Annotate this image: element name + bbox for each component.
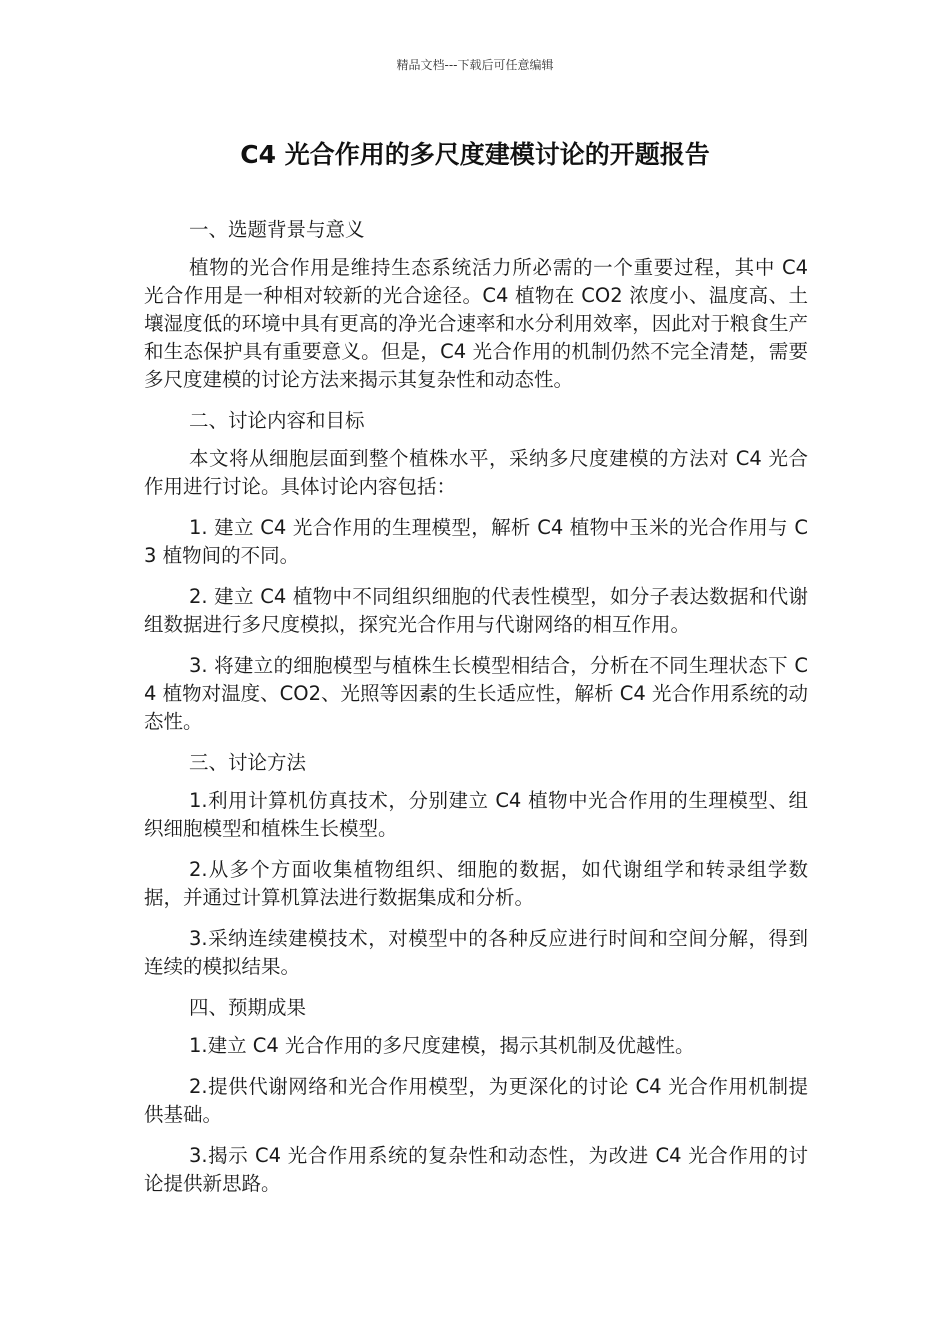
- paragraph: 本文将从细胞层面到整个植株水平，采纳多尺度建模的方法对 C4 光合作用进行讨论。具体讨论内容包括：: [144, 447, 808, 498]
- list-item: 1.建立 C4 光合作用的多尺度建模，揭示其机制及优越性。: [189, 1034, 695, 1057]
- list-item: 3.采纳连续建模技术，对模型中的各种反应进行时间和空间分解，得到连续的模拟结果。: [144, 927, 808, 978]
- section-heading: 二、讨论内容和目标: [189, 409, 365, 432]
- page-title: C4 光合作用的多尺度建模讨论的开题报告: [240, 140, 710, 169]
- header-note: 精品文档---下载后可任意编辑: [396, 58, 554, 72]
- list-item: 2.提供代谢网络和光合作用模型，为更深化的讨论 C4 光合作用机制提供基础。: [144, 1075, 808, 1126]
- section-heading: 四、预期成果: [189, 996, 307, 1019]
- list-item: 2. 建立 C4 植物中不同组织细胞的代表性模型，如分子表达数据和代谢组数据进行多尺度模拟，探究光合作用与代谢网络的相互作用。: [144, 585, 808, 636]
- document-body: [144, 216, 808, 1211]
- paragraph: 植物的光合作用是维持生态系统活力所必需的一个重要过程，其中 C4 光合作用是一种相对较新的光合途径。C4 植物在 CO2 浓度小、温度高、土壤湿度低的环境中具有更高的净光合速率和水分利用效率，因此对于粮食生产和生态保护具有重要意义。但是，C4 光合作用的机制仍然不完全清楚，需要多尺度建模的讨论方法来揭示其复杂性和动态性。: [144, 256, 808, 391]
- section-heading: 一、选题背景与意义: [189, 218, 365, 241]
- section-heading: 三、讨论方法: [189, 751, 307, 774]
- list-item: 3. 将建立的细胞模型与植株生长模型相结合，分析在不同生理状态下 C4 植物对温度、CO2、光照等因素的生长适应性，解析 C4 光合作用系统的动态性。: [144, 654, 808, 733]
- list-item: 2.从多个方面收集植物组织、细胞的数据，如代谢组学和转录组学数据，并通过计算机算法进行数据集成和分析。: [144, 858, 808, 909]
- list-item: 3.揭示 C4 光合作用系统的复杂性和动态性，为改进 C4 光合作用的讨论提供新思路。: [144, 1144, 808, 1195]
- list-item: 1. 建立 C4 光合作用的生理模型，解析 C4 植物中玉米的光合作用与 C3 植物间的不同。: [144, 516, 808, 567]
- list-item: 1.利用计算机仿真技术，分别建立 C4 植物中光合作用的生理模型、组织细胞模型和植株生长模型。: [144, 789, 808, 840]
